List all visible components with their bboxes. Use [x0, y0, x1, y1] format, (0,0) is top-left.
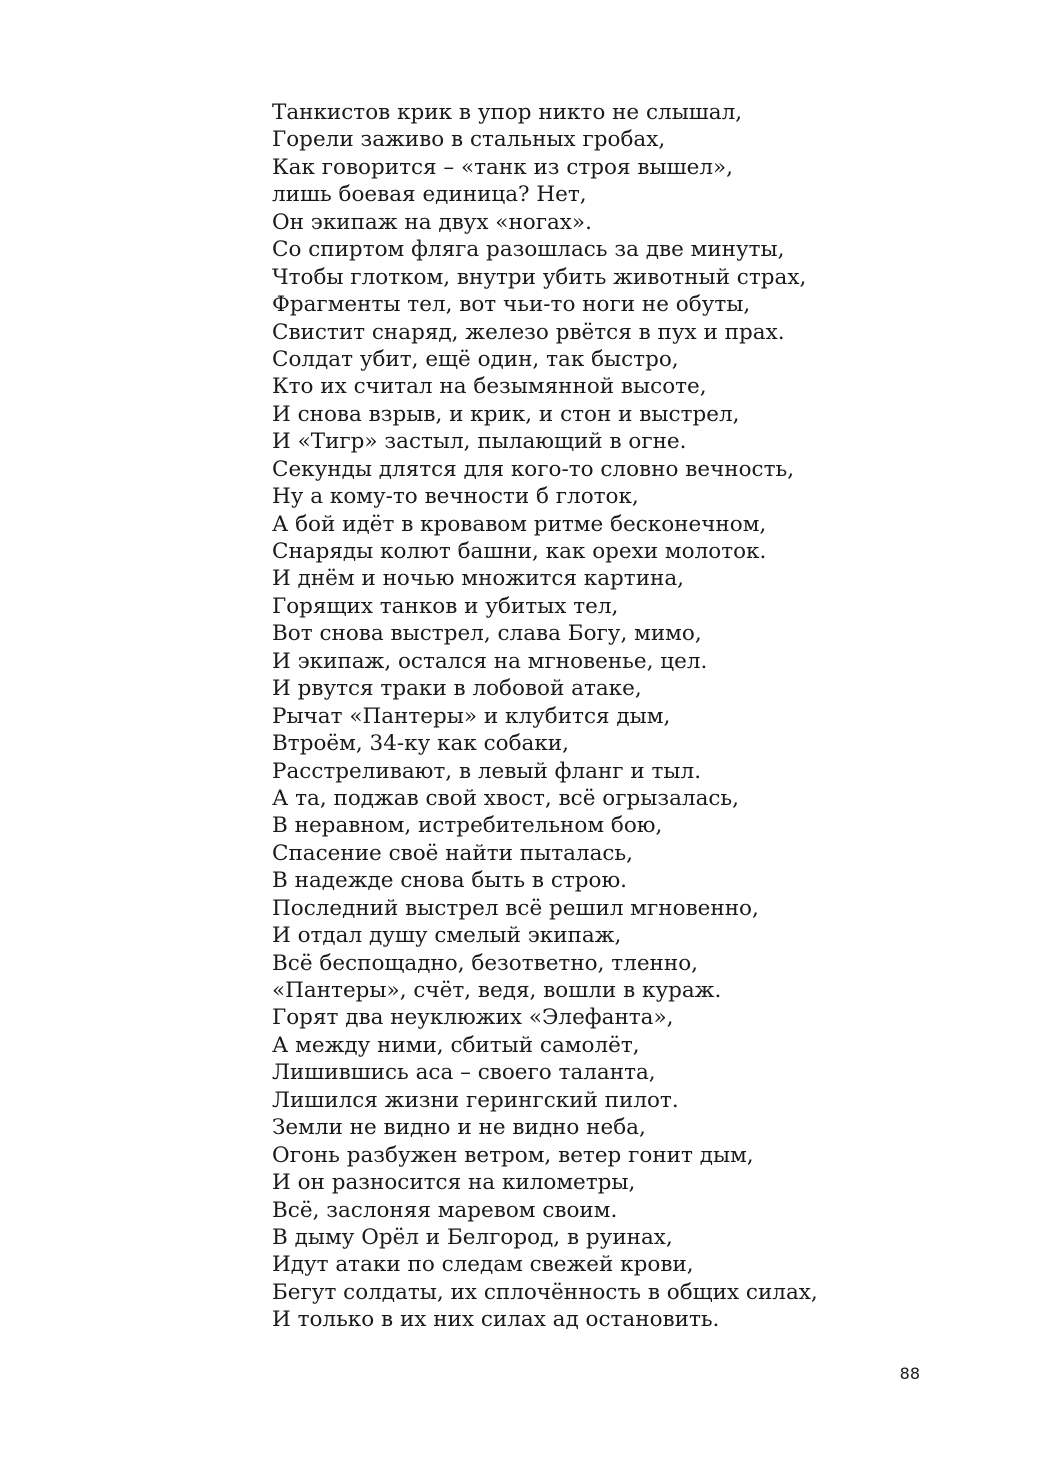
poem-line: В надежде снова быть в строю. — [272, 868, 628, 894]
poem-line: И отдал душу смелый экипаж, — [272, 923, 622, 949]
poem-line: Солдат убит, ещё один, так быстро, — [272, 346, 679, 372]
poem-line: Спасение своё найти пыталась, — [272, 840, 633, 866]
poem-line: Рычат «Пантеры» и клубится дым, — [272, 703, 671, 729]
poem-text — [272, 99, 818, 1334]
poem-line: Как говорится – «танк из строя вышел», — [272, 154, 733, 180]
poem-line: «Пантеры», счёт, ведя, вошли в кураж. — [272, 978, 722, 1003]
poem-line: Свистит снаряд, железо рвётся в пух и прах. — [272, 319, 785, 345]
poem-line: В неравном, истребительном бою, — [272, 813, 663, 839]
poem-line: Огонь разбужен ветром, ветер гонит дым, — [272, 1142, 754, 1168]
poem-line: И рвутся траки в лобовой атаке, — [272, 676, 642, 702]
poem-line: Чтобы глотком, внутри убить животный страх, — [272, 264, 807, 290]
poem-line: Втроём, 34-ку как собаки, — [272, 731, 569, 757]
poem-line: И он разносится на километры, — [272, 1170, 636, 1196]
page-number: 88 — [899, 1364, 920, 1383]
poem-line: Лишившись аса – своего таланта, — [272, 1060, 656, 1086]
poem-line: И снова взрыв, и крик, и стон и выстрел, — [272, 401, 740, 427]
poem-line: Он экипаж на двух «ногах». — [272, 209, 592, 235]
poem-line: Кто их считал на безымянной высоте, — [272, 374, 707, 400]
poem-line: Идут атаки по следам свежей крови, — [272, 1252, 694, 1278]
poem-line: Снаряды колют башни, как орехи молоток. — [272, 539, 767, 564]
poem-line: Земли не видно и не видно неба, — [272, 1115, 646, 1141]
poem-line: Горящих танков и убитых тел, — [272, 593, 619, 619]
poem-line: Со спиртом фляга разошлась за две минуты, — [272, 237, 785, 263]
poem-line: Всё беспощадно, безответно, тленно, — [272, 950, 698, 976]
poem-line: Горели заживо в стальных гробах, — [272, 127, 666, 153]
poem-line: Расстреливают, в левый фланг и тыл. — [272, 758, 702, 784]
poem-line: Последний выстрел всё решил мгновенно, — [272, 895, 759, 921]
poem-line: Фрагменты тел, вот чьи-то ноги не обуты, — [272, 292, 751, 318]
poem-line: Секунды длятся для кого-то словно вечность, — [272, 456, 795, 482]
poem-line: Горят два неуклюжих «Элефанта», — [272, 1005, 674, 1031]
poem-line: Танкистов крик в упор никто не слышал, — [272, 100, 743, 125]
poem-line: А та, поджав свой хвост, всё огрызалась, — [272, 785, 739, 811]
poem-line: И «Тигр» застыл, пылающий в огне. — [272, 429, 687, 455]
poem-line: Всё, заслоняя маревом своим. — [272, 1197, 618, 1223]
poem-line: И только в их них силах ад остановить. — [272, 1307, 720, 1333]
poem-line: Ну а кому-то вечности б глоток, — [272, 484, 639, 510]
poem-line: А бой идёт в кровавом ритме бесконечном, — [272, 511, 767, 537]
poem-line: Лишился жизни герингский пилот. — [272, 1087, 679, 1113]
poem-line: Вот снова выстрел, слава Богу, мимо, — [272, 621, 702, 647]
poem-line: И экипаж, остался на мгновенье, цел. — [272, 648, 708, 674]
poem-line: А между ними, сбитый самолёт, — [272, 1032, 640, 1058]
poem-line: В дыму Орёл и Белгород, в руинах, — [272, 1224, 673, 1250]
poem-line: лишь боевая единица? Нет, — [272, 182, 587, 208]
poem-line: И днём и ночью множится картина, — [272, 566, 685, 592]
poem-line: Бегут солдаты, их сплочённость в общих силах, — [272, 1279, 818, 1305]
